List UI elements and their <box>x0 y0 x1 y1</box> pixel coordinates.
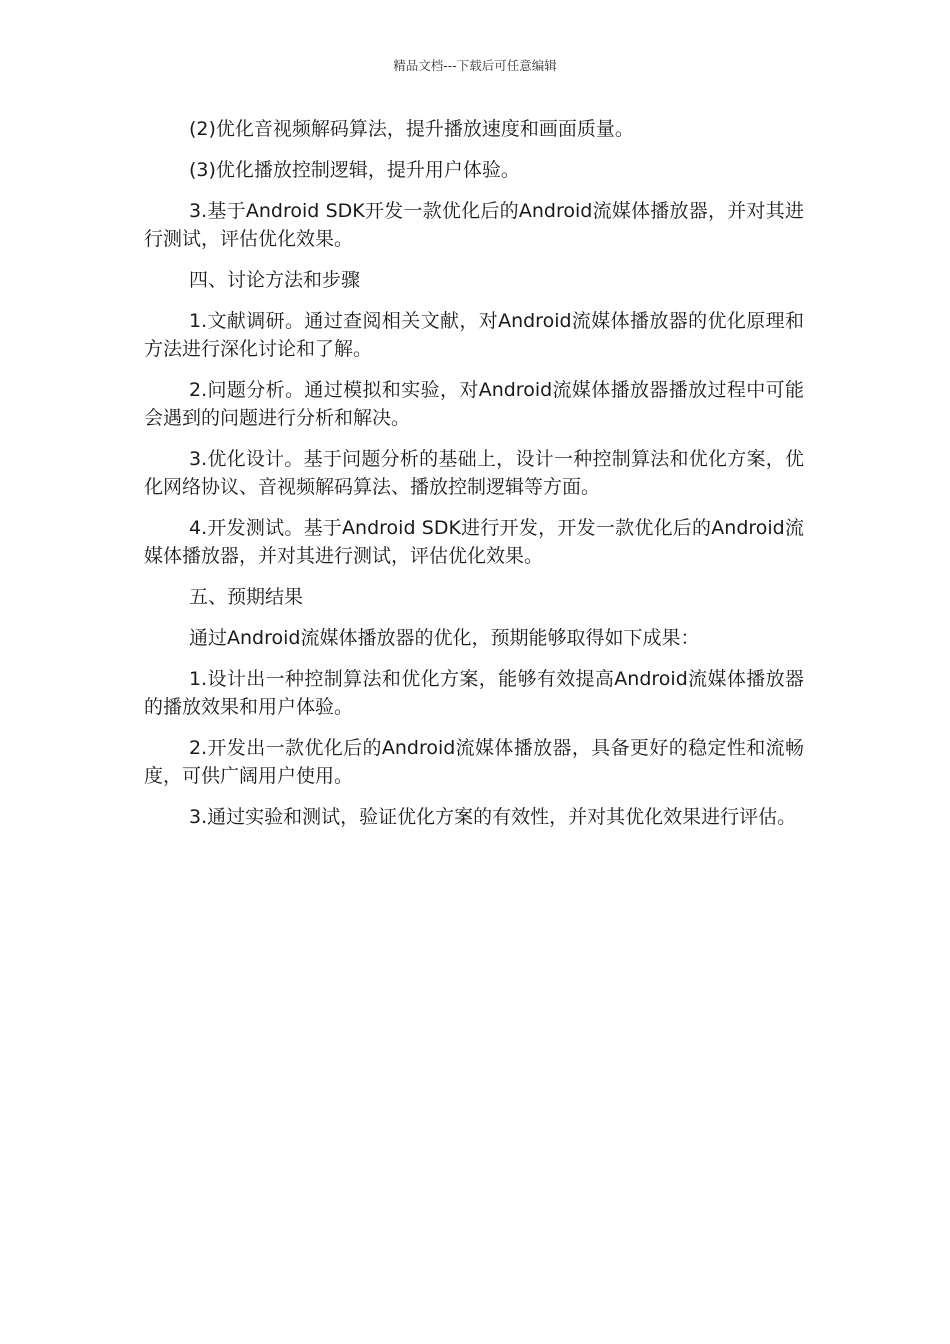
document-body <box>144 115 804 844</box>
paragraph-results-intro: 通过Android流媒体播放器的优化，预期能够取得如下成果： <box>189 627 700 649</box>
paragraph-decode-algorithm: (2)优化音视频解码算法，提升播放速度和画面质量。 <box>189 118 634 140</box>
paragraph-result-verify: 3.通过实验和测试，验证优化方案的有效性，并对其优化效果进行评估。 <box>189 806 797 828</box>
paragraph-playback-logic: (3)优化播放控制逻辑，提升用户体验。 <box>189 159 520 181</box>
paragraph-result-design: 1.设计出一种控制算法和优化方案，能够有效提高Android流媒体播放器的播放效果和用户体验。 <box>144 668 804 718</box>
paragraph-literature-research: 1.文献调研。通过查阅相关文献，对Android流媒体播放器的优化原理和方法进行深化讨论和了解。 <box>144 310 804 360</box>
paragraph-result-develop: 2.开发出一款优化后的Android流媒体播放器，具备更好的稳定性和流畅度，可供广阔用户使用。 <box>144 737 804 787</box>
paragraph-optimization-design: 3.优化设计。基于问题分析的基础上，设计一种控制算法和优化方案，优化网络协议、音视频解码算法、播放控制逻辑等方面。 <box>144 448 804 498</box>
paragraph-problem-analysis: 2.问题分析。通过模拟和实验，对Android流媒体播放器播放过程中可能会遇到的问题进行分析和解决。 <box>144 379 804 429</box>
paragraph-develop-player: 3.基于Android SDK开发一款优化后的Android流媒体播放器，并对其进行测试，评估优化效果。 <box>144 200 804 250</box>
section-heading-methods: 四、讨论方法和步骤 <box>189 269 361 291</box>
page-header: 精品文档---下载后可任意编辑 <box>393 58 557 73</box>
paragraph-development-testing: 4.开发测试。基于Android SDK进行开发，开发一款优化后的Android流媒体播放器，并对其进行测试，评估优化效果。 <box>144 517 804 567</box>
section-heading-expected-results: 五、预期结果 <box>189 586 304 608</box>
